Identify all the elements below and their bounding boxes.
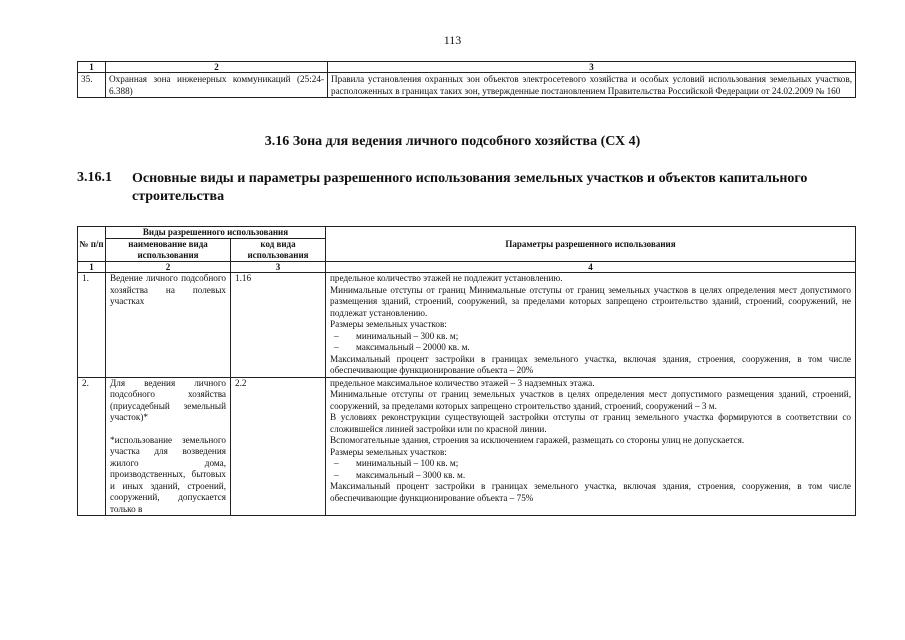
- table-row: [78, 73, 856, 98]
- top-table-header-cell: 1: [78, 62, 106, 73]
- row-number: 1.: [78, 273, 106, 378]
- param-text: Минимальные отступы от границ земельных участков в целях определения мест допустимого размещения зданий, строений, сооружений, за пределами которых запрещено строительство зданий, строений, сооружений – 3 м.: [330, 389, 851, 411]
- column-number: 4: [326, 262, 856, 273]
- column-number: 1: [78, 262, 106, 273]
- use-name: [106, 377, 231, 516]
- column-number: 2: [106, 262, 231, 273]
- param-min-size: минимальный – 100 кв. м;: [356, 458, 459, 468]
- page-number: 113: [443, 33, 462, 47]
- zone-description: Правила установления охранных зон объектов электросетевого хозяйства и особых условий использования земельных участков, расположенных в границах таких зон, утвержденные постановлением Правительства Российской Федерации от 24.02.2009 № 160: [328, 73, 856, 98]
- param-min-size: минимальный – 300 кв. м;: [356, 330, 459, 341]
- top-table: [77, 61, 856, 98]
- param-text: Максимальный процент застройки в границах земельного участка, включая здания, строения, сооружения, в том числе обеспечивающие функционирование объекта – 20%: [330, 353, 851, 375]
- param-text: предельное максимальное количество этажей – 3 надземных этажа.: [330, 377, 595, 388]
- subsection-title: Основные виды и параметры разрешенного использования земельных участков и объектов капитального строительства: [132, 171, 808, 204]
- header-group: Виды разрешенного использования: [106, 227, 326, 239]
- subsection-number: 3.16.1: [77, 170, 112, 185]
- column-number-row: [78, 262, 856, 273]
- param-text: В условиях реконструкции существующей застройки отступы от границ земельного участка формируются в соответствии со сложившейся линией застройки или по красной линии.: [330, 412, 851, 434]
- param-list-item: – минимальный – 300 кв. м;: [334, 330, 459, 341]
- param-list-item: – максимальный – 20000 кв. м.: [334, 342, 470, 352]
- section-title: 3.16 Зона для ведения личного подсобного хозяйства (СХ 4): [264, 134, 641, 149]
- top-table-header-cell: 3: [328, 62, 856, 73]
- top-table-header-cell: 2: [106, 62, 328, 73]
- header-num: № п/п: [78, 227, 106, 262]
- header-params: Параметры разрешенного использования: [326, 227, 856, 262]
- use-name: Ведение личного подсобного хозяйства на полевых участках: [106, 273, 231, 378]
- use-note: *использование земельного участка для возведения жилого дома, производственных, бытовых и иных зданий, строений, сооружений, допускается только в: [110, 434, 226, 514]
- param-text: Вспомогательные здания, строения за исключением гаражей, размещать со стороны улиц не допускается.: [330, 435, 745, 445]
- use-name-text: Для ведения личного подсобного хозяйства (приусадебный земельный участок)*: [110, 377, 226, 422]
- row-number: 35.: [78, 73, 106, 98]
- param-max-size: максимальный – 20000 кв. м.: [356, 342, 470, 352]
- param-text: Размеры земельных участков:: [330, 319, 447, 329]
- use-code: 1.16: [231, 273, 326, 378]
- row-number: 2.: [78, 377, 106, 516]
- main-table: [77, 226, 856, 516]
- param-text: Минимальные отступы от границ Минимальные отступы от границ земельных участков в целях определения мест допустимого размещения зданий, строений, сооружений, за пределами которых запрещено строительство зданий, строений, сооружений, не подлежат установлению.: [330, 284, 851, 318]
- param-text: Максимальный процент застройки в границах земельного участка, включая здания, строения, сооружения, в том числе обеспечивающие функционирование объекта – 75%: [330, 481, 851, 503]
- table-row: [78, 273, 856, 378]
- param-text: Размеры земельных участков:: [330, 446, 447, 457]
- header-name: наименование вида использования: [106, 239, 231, 262]
- table-row: [78, 377, 856, 516]
- header-code: код вида использования: [231, 239, 326, 262]
- param-list-item: – максимальный – 3000 кв. м.: [334, 469, 466, 480]
- column-number: 3: [231, 262, 326, 273]
- zone-name: Охранная зона инженерных коммуникаций (25:24-6.388): [106, 73, 328, 98]
- param-list-item: – минимальный – 100 кв. м;: [334, 458, 459, 468]
- top-table-header-row: [78, 62, 856, 73]
- param-text: предельное количество этажей не подлежит установлению.: [330, 273, 563, 283]
- use-params: [326, 377, 856, 516]
- use-params: [326, 273, 856, 378]
- param-max-size: максимальный – 3000 кв. м.: [356, 469, 466, 480]
- use-code: 2.2: [231, 377, 326, 516]
- main-table-header-row: [78, 227, 856, 239]
